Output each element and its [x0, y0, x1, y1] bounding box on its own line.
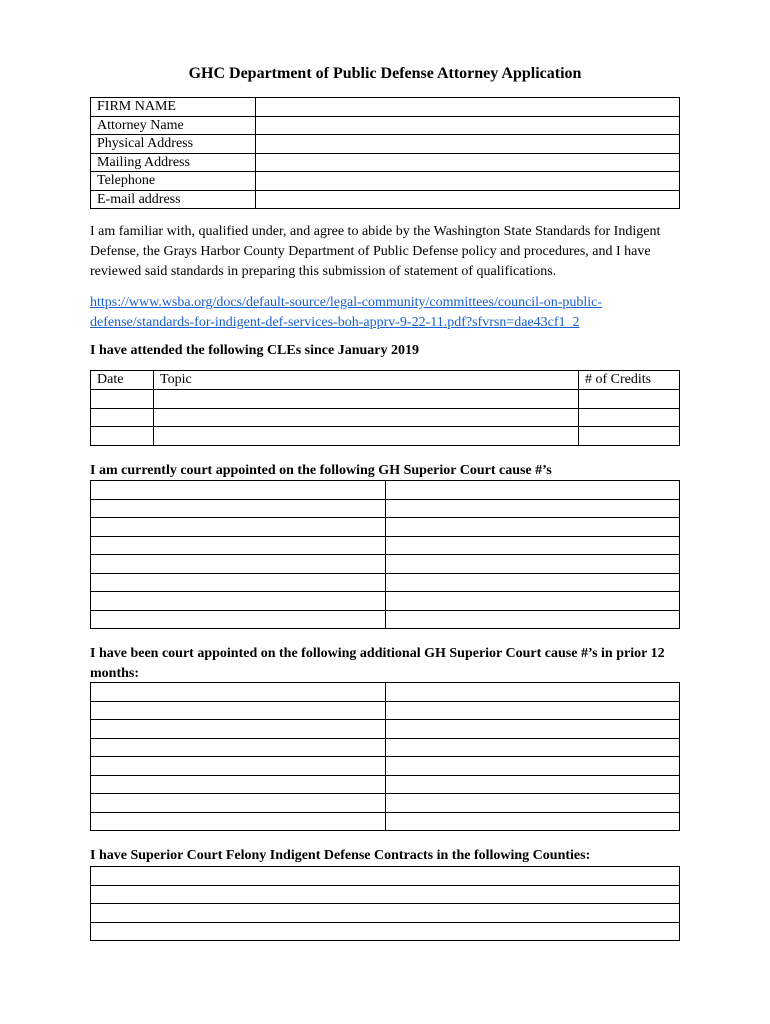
table-row: [91, 390, 680, 409]
physical-address-label: Physical Address: [91, 135, 256, 154]
mailing-address-label: Mailing Address: [91, 153, 256, 172]
cause-number-cell[interactable]: [91, 683, 386, 702]
cause-number-cell[interactable]: [91, 738, 386, 757]
standards-link-block: [90, 293, 690, 333]
mailing-address-field[interactable]: [256, 153, 680, 172]
table-row: [91, 867, 680, 886]
table-row: [91, 683, 680, 702]
cle-topic-cell[interactable]: [154, 408, 579, 427]
table-row: [91, 98, 680, 117]
table-row: [91, 172, 680, 191]
table-row: [91, 720, 680, 739]
cause-number-cell[interactable]: [385, 481, 680, 500]
cause-number-cell[interactable]: [385, 555, 680, 574]
table-row: [91, 481, 680, 500]
table-row: [91, 701, 680, 720]
cause-number-cell[interactable]: [385, 757, 680, 776]
county-cell[interactable]: [91, 867, 680, 886]
cle-topic-cell[interactable]: [154, 390, 579, 409]
table-row: [91, 116, 680, 135]
standards-link-line-2[interactable]: defense/standards-for-indigent-def-services-boh-apprv-9-22-11.pdf?sfvrsn=dae43cf1_2: [90, 315, 580, 330]
cause-number-cell[interactable]: [385, 592, 680, 611]
cause-number-cell[interactable]: [385, 794, 680, 813]
cle-date-cell[interactable]: [91, 390, 154, 409]
cause-number-cell[interactable]: [91, 610, 386, 629]
email-address-field[interactable]: [256, 190, 680, 209]
table-row: [91, 592, 680, 611]
current-appointments-heading: I am currently court appointed on the following GH Superior Court cause #’s: [90, 463, 552, 478]
cause-number-cell[interactable]: [385, 683, 680, 702]
cle-topic-header: Topic: [154, 371, 579, 390]
table-row: [91, 885, 680, 904]
cle-credits-header: # of Credits: [579, 371, 680, 390]
cle-date-header: Date: [91, 371, 154, 390]
cause-number-cell[interactable]: [385, 738, 680, 757]
cause-number-cell[interactable]: [385, 518, 680, 537]
cause-number-cell[interactable]: [91, 757, 386, 776]
cause-number-cell[interactable]: [91, 720, 386, 739]
cause-number-cell[interactable]: [91, 555, 386, 574]
prior-appointments-heading: I have been court appointed on the following additional GH Superior Court cause #’s in prior 12 months:: [90, 646, 665, 681]
cle-heading: I have attended the following CLEs since January 2019: [90, 343, 420, 358]
attorney-name-label: Attorney Name: [91, 116, 256, 135]
cle-topic-cell[interactable]: [154, 427, 579, 446]
firm-name-label: FIRM NAME: [91, 98, 256, 117]
firm-info-table: [90, 97, 680, 209]
table-row: [91, 757, 680, 776]
cause-number-cell[interactable]: [91, 573, 386, 592]
table-row: [91, 922, 680, 941]
table-row: [91, 190, 680, 209]
felony-contracts-table: [90, 866, 680, 941]
table-header-row: [91, 371, 680, 390]
cause-number-cell[interactable]: [385, 610, 680, 629]
table-row: [91, 499, 680, 518]
cle-date-cell[interactable]: [91, 408, 154, 427]
table-row: [91, 738, 680, 757]
cause-number-cell[interactable]: [91, 775, 386, 794]
cause-number-cell[interactable]: [91, 701, 386, 720]
cause-number-cell[interactable]: [91, 518, 386, 537]
cause-number-cell[interactable]: [91, 812, 386, 831]
qualification-statement: I am familiar with, qualified under, and agree to abide by the Washington State Standards for Indigent Defense, the Grays Harbor County Department of Public Defense policy and procedures, and I have reviewed said standards in preparing this submission of statement of qualifications.: [90, 224, 661, 279]
county-cell[interactable]: [91, 885, 680, 904]
felony-contracts-heading: I have Superior Court Felony Indigent Defense Contracts in the following Counties:: [90, 848, 591, 863]
cle-credits-cell[interactable]: [579, 427, 680, 446]
cause-number-cell[interactable]: [385, 812, 680, 831]
page-title: GHC Department of Public Defense Attorney Application: [188, 65, 582, 82]
table-row: [91, 427, 680, 446]
cle-credits-cell[interactable]: [579, 408, 680, 427]
telephone-field[interactable]: [256, 172, 680, 191]
table-row: [91, 775, 680, 794]
table-row: [91, 812, 680, 831]
current-appointments-table: [90, 480, 680, 629]
cle-date-cell[interactable]: [91, 427, 154, 446]
county-cell[interactable]: [91, 904, 680, 923]
cause-number-cell[interactable]: [91, 536, 386, 555]
cause-number-cell[interactable]: [91, 499, 386, 518]
standards-link-line-1[interactable]: https://www.wsba.org/docs/default-source/legal-community/committees/council-on-public-: [90, 295, 603, 310]
firm-name-field[interactable]: [256, 98, 680, 117]
table-row: [91, 573, 680, 592]
table-row: [91, 408, 680, 427]
county-cell[interactable]: [91, 922, 680, 941]
cause-number-cell[interactable]: [91, 592, 386, 611]
table-row: [91, 610, 680, 629]
cle-credits-cell[interactable]: [579, 390, 680, 409]
physical-address-field[interactable]: [256, 135, 680, 154]
prior-appointments-table: [90, 682, 680, 831]
table-row: [91, 518, 680, 537]
cause-number-cell[interactable]: [385, 775, 680, 794]
table-row: [91, 536, 680, 555]
table-row: [91, 794, 680, 813]
telephone-label: Telephone: [91, 172, 256, 191]
table-row: [91, 555, 680, 574]
cause-number-cell[interactable]: [385, 701, 680, 720]
cause-number-cell[interactable]: [91, 794, 386, 813]
table-row: [91, 135, 680, 154]
email-address-label: E-mail address: [91, 190, 256, 209]
table-row: [91, 153, 680, 172]
cause-number-cell[interactable]: [385, 720, 680, 739]
cause-number-cell[interactable]: [385, 499, 680, 518]
cause-number-cell[interactable]: [91, 481, 386, 500]
table-row: [91, 904, 680, 923]
cle-table: [90, 370, 680, 446]
cause-number-cell[interactable]: [385, 536, 680, 555]
attorney-name-field[interactable]: [256, 116, 680, 135]
cause-number-cell[interactable]: [385, 573, 680, 592]
